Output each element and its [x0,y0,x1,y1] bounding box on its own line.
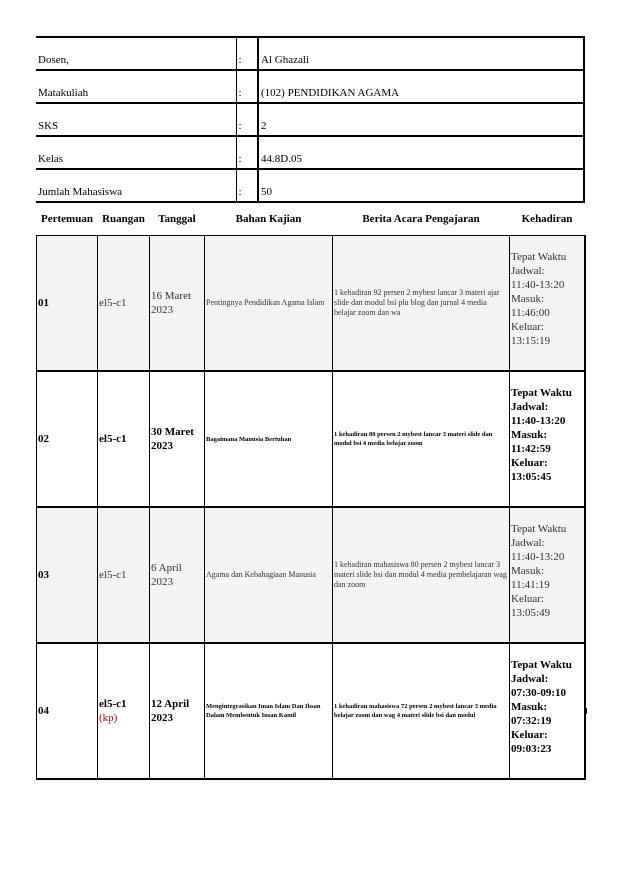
info-label: Dosen, [36,37,236,70]
attendance-jadwal-label: Jadwal: [511,537,545,549]
cell-pertemuan: 01 [37,236,98,372]
cell-tanggal: 16 Maret 2023 [150,236,205,372]
cell-ruangan: el5-c1 [98,507,150,643]
info-label: SKS [36,103,236,136]
cell-bahan-kajian: Pentingnya Pendidikan Agama Islam [205,236,333,372]
attendance-keluar: 13:05:45 [511,471,552,483]
cell-bahan-kajian: Mengintegrasikan Iman Islam Dan Ihsan Dalam Membentuk Insan Kamil [205,643,333,779]
header-pertemuan: Pertemuan [37,203,98,236]
attendance-jadwal-label: Jadwal: [511,673,549,685]
attendance-masuk: 11:41:19 [511,579,550,591]
attendance-status: Tepat Waktu [511,523,567,535]
attendance-keluar-label: Keluar: [511,457,548,469]
attendance-keluar: 13:05:49 [511,607,551,619]
attendance-masuk-label: Masuk: [511,429,548,441]
meeting-header-row [37,203,585,236]
info-row-dosen [36,37,584,70]
room-code: el5-c1 [99,698,127,710]
info-label: Kelas [36,136,236,169]
attendance-keluar-label: Keluar: [511,593,544,605]
attendance-jadwal: 11:40-13:20 [511,551,565,563]
cell-tanggal: 30 Maret 2023 [150,371,205,507]
header-kehadiran: Kehadiran [510,203,585,236]
attendance-masuk: 11:46:00 [511,307,550,319]
info-separator: : [236,169,258,202]
info-separator: : [236,70,258,103]
attendance-masuk-label: Masuk: [511,565,544,577]
info-separator: : [236,37,258,70]
course-info-table [36,36,585,203]
info-value-jumlah: 50 [258,169,584,202]
info-value-dosen: Al Ghazali [258,37,584,70]
cell-berita-acara: 1 kehadiran mahasiswa 80 persen 2 mybest lancar 3 materi slide bsi dan modul 4 media pembelajaran wag dan zoom [333,507,510,643]
table-row [37,236,585,372]
cell-ruangan: el5-c1 [98,236,150,372]
attendance-keluar: 09:03:23 [511,743,552,755]
info-row-sks [36,103,584,136]
info-separator: : [236,103,258,136]
attendance-masuk-label: Masuk: [511,293,544,305]
header-bahan-kajian: Bahan Kajian [205,203,333,236]
attendance-status: Tepat Waktu [511,659,572,671]
cell-bahan-kajian: Bagaimana Manusia Bertuhan [205,371,333,507]
attendance-jadwal: 11:40-13:20 [511,415,566,427]
table-row [37,507,585,643]
cell-berita-acara: 1 kehadiran mahasiswa 72 persen 2 mybest lancar 3 media belajar zoom dan wag 4 materi slide bsi dan modul [333,643,510,779]
cell-bahan-kajian: Agama dan Kebahagiaan Manusia [205,507,333,643]
attendance-status: Tepat Waktu [511,387,572,399]
info-value-sks: 2 [258,103,584,136]
attendance-keluar: 13:15:19 [511,335,551,347]
attendance-masuk: 07:32:19 [511,715,552,727]
header-ruangan: Ruangan [98,203,150,236]
header-tanggal: Tanggal [150,203,205,236]
attendance-keluar-label: Keluar: [511,729,548,741]
attendance-masuk-label: Masuk: [511,701,548,713]
cell-pertemuan: 02 [37,371,98,507]
attendance-jadwal: 07:30-09:10 [511,687,566,699]
header-berita-acara: Berita Acara Pengajaran [333,203,510,236]
attendance-jadwal: 11:40-13:20 [511,279,565,291]
info-label: Matakuliah [36,70,236,103]
cell-tanggal: 12 April 2023 [150,643,205,779]
info-separator: : [236,136,258,169]
cell-pertemuan: 03 [37,507,98,643]
cell-kehadiran [510,236,585,372]
room-note-kp: (kp) [99,712,118,724]
attendance-keluar-label: Keluar: [511,321,544,333]
attendance-jadwal-label: Jadwal: [511,265,545,277]
cell-pertemuan: 04 [37,643,98,779]
attendance-masuk: 11:42:59 [511,443,551,455]
table-row [37,371,585,507]
cell-kehadiran [510,371,585,507]
cell-kehadiran [510,507,585,643]
attendance-jadwal-label: Jadwal: [511,401,549,413]
cell-berita-acara: 1 kehadiran 92 persen 2 mybest lancar 3 materi ajar slide dan modul bsi plu blog dan jurnal 4 media belajar zoom dan wa [333,236,510,372]
meeting-table [36,203,586,780]
info-value-kelas: 44.8D.05 [258,136,584,169]
info-row-kelas [36,136,584,169]
info-label: Jumlah Mahasiswa [36,169,236,202]
info-value-matakuliah: (102) PENDIDIKAN AGAMA [258,70,584,103]
info-row-matakuliah [36,70,584,103]
attendance-status: Tepat Waktu [511,251,567,263]
cell-ruangan: el5-c1 [98,371,150,507]
table-continuation-edge [36,708,587,714]
document-page [36,36,584,780]
info-row-jumlah [36,169,584,202]
cell-tanggal: 6 April 2023 [150,507,205,643]
cell-berita-acara: 1 kehadiran 80 persen 2 mybest lancar 3 materi slide dan modul bsi 4 media belajar zoom [333,371,510,507]
